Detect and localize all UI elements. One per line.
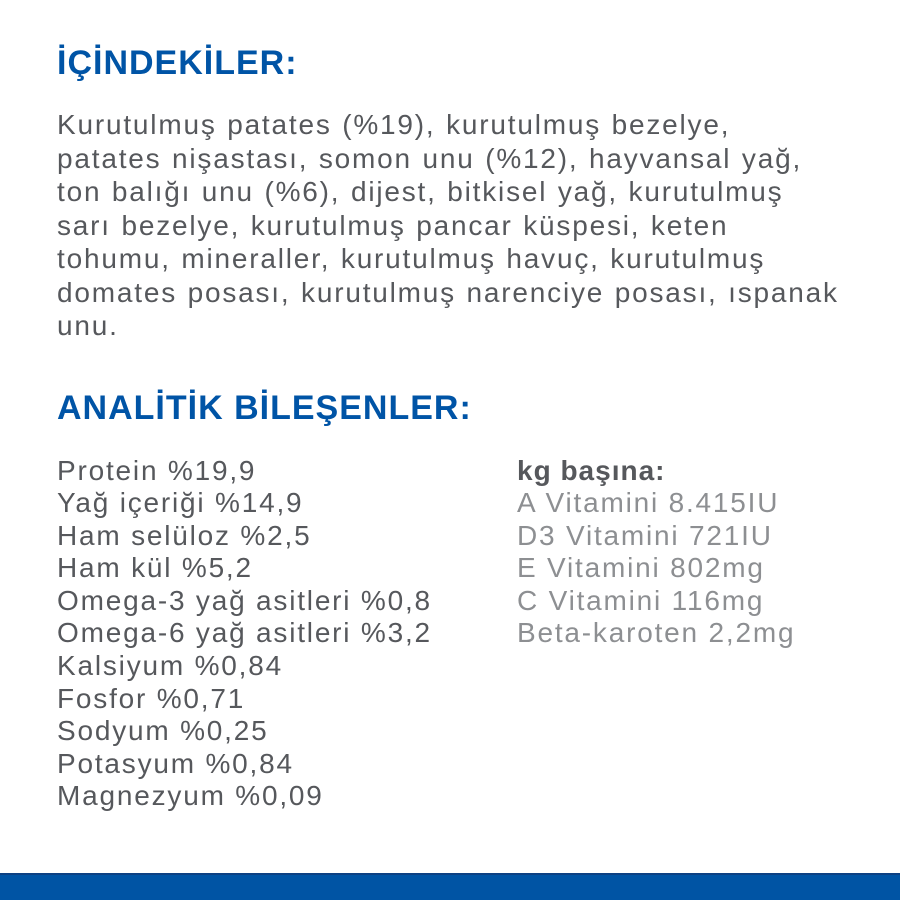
analytic-item: Ham kül %5,2	[57, 552, 253, 584]
analytics-left-list	[57, 455, 517, 814]
analytic-item: Omega-3 yağ asitleri %0,8	[57, 584, 432, 616]
analytic-item: Protein %19,9	[57, 454, 257, 486]
analytics-right-column	[517, 455, 860, 651]
kg-basina-header: kg başına:	[517, 454, 666, 486]
analytic-item: Omega-6 yağ asitleri %3,2	[57, 617, 432, 649]
analytic-item: Magnezyum %0,09	[57, 780, 324, 812]
ingredients-heading: İÇİNDEKİLER:	[57, 44, 298, 82]
bottom-accent-bar	[0, 873, 900, 900]
vitamins-list	[517, 487, 860, 650]
vitamin-item: D3 Vitamini 721IU	[517, 519, 773, 551]
vitamin-item: A Vitamini 8.415IU	[517, 487, 780, 519]
analytic-item: Potasyum %0,84	[57, 747, 294, 779]
analytic-item: Yağ içeriği %14,9	[57, 487, 304, 519]
analytic-item: Sodyum %0,25	[57, 715, 269, 747]
analytic-item: Fosfor %0,71	[57, 682, 246, 714]
analytics-columns	[57, 455, 860, 814]
analytic-item: Ham selüloz %2,5	[57, 519, 312, 551]
ingredients-text: Kurutulmuş patates (%19), kurutulmuş bezelye, patates nişastası, somon unu (%12), hayvansal yağ, ton balığı unu (%6), dijest, bitkisel yağ, kurutulmuş sarı bezelye, kurutulmuş pancar küspesi, keten tohumu, mineraller, kurutulmuş havuç, kurutulmuş domates posası, kurutulmuş narenciye posası, ıspanak unu.	[57, 109, 839, 341]
vitamin-item: Beta-karoten 2,2mg	[517, 617, 796, 649]
vitamin-item: C Vitamini 116mg	[517, 584, 765, 616]
analytics-heading: ANALİTİK BİLEŞENLER:	[57, 388, 472, 427]
vitamin-item: E Vitamini 802mg	[517, 552, 765, 584]
analytic-item: Kalsiyum %0,84	[57, 650, 283, 682]
